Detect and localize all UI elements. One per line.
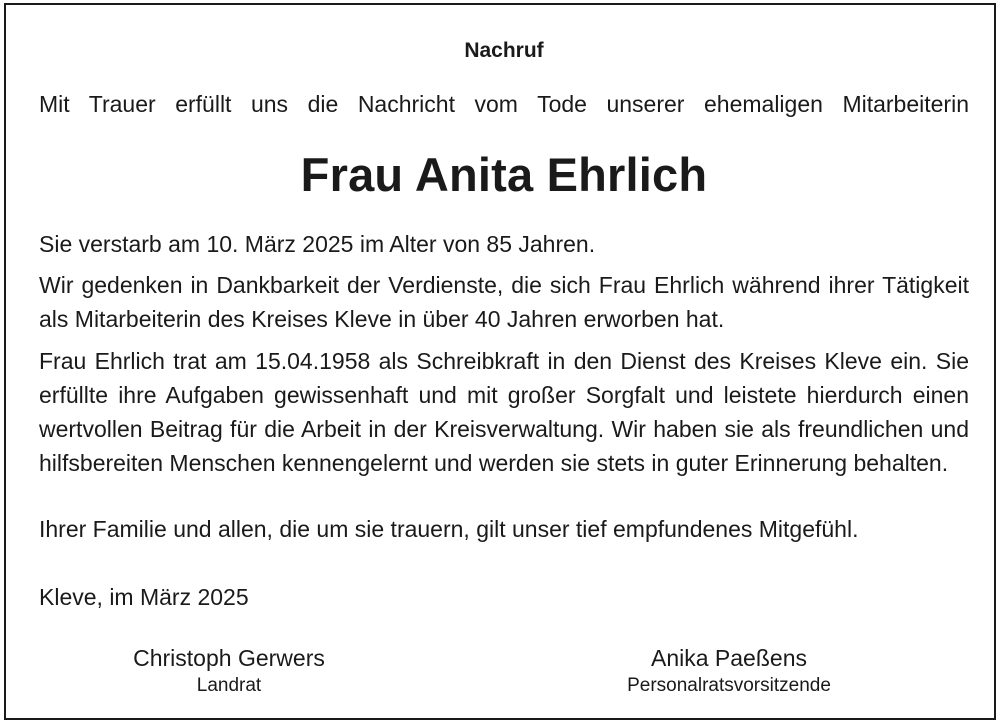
obituary-paragraph-gratitude: Wir gedenken in Dankbarkeit der Verdienste, die sich Frau Ehrlich während ihrer Tätigkeit als Mitarbeiterin des Kreises Kleve in über 40 Jahren erworben hat.: [39, 272, 969, 332]
obituary-paragraph-condolence: Ihrer Familie und allen, die um sie trauern, gilt unser tief empfundenes Mitgefühl.: [39, 516, 859, 542]
obituary-frame: [4, 3, 996, 720]
signature-block-landrat: [99, 643, 359, 699]
signatory-name: Christoph Gerwers: [133, 645, 325, 671]
signatory-role: Landrat: [196, 675, 262, 696]
obituary-intro: Mit Trauer erfüllt uns die Nachricht vom Tode unserer ehemaligen Mitarbeiterin: [39, 91, 969, 117]
obituary-paragraph-death: Sie verstarb am 10. März 2025 im Alter von 85 Jahren.: [39, 231, 596, 257]
signature-block-personalrat: [599, 643, 859, 699]
place-and-date: Kleve, im März 2025: [39, 584, 249, 610]
obituary-paragraph-career: Frau Ehrlich trat am 15.04.1958 als Schreibkraft in den Dienst des Kreises Kleve ein. Sie erfüllte ihre Aufgaben gewissenhaft und mit großer Sorgfalt und leistete hierdurch einen wertvollen Beitrag für die Arbeit in der Kreisverwaltung. Wir haben sie als freundlichen und hilfsbereiten Menschen kennengelernt und werden sie stets in guter Erinnerung behalten.: [39, 348, 969, 476]
signatory-name: Anika Paeßens: [651, 645, 807, 671]
obituary-heading: Nachruf: [464, 39, 544, 62]
deceased-name: Frau Anita Ehrlich: [300, 148, 708, 201]
signatory-role: Personalratsvorsitzende: [627, 675, 831, 696]
